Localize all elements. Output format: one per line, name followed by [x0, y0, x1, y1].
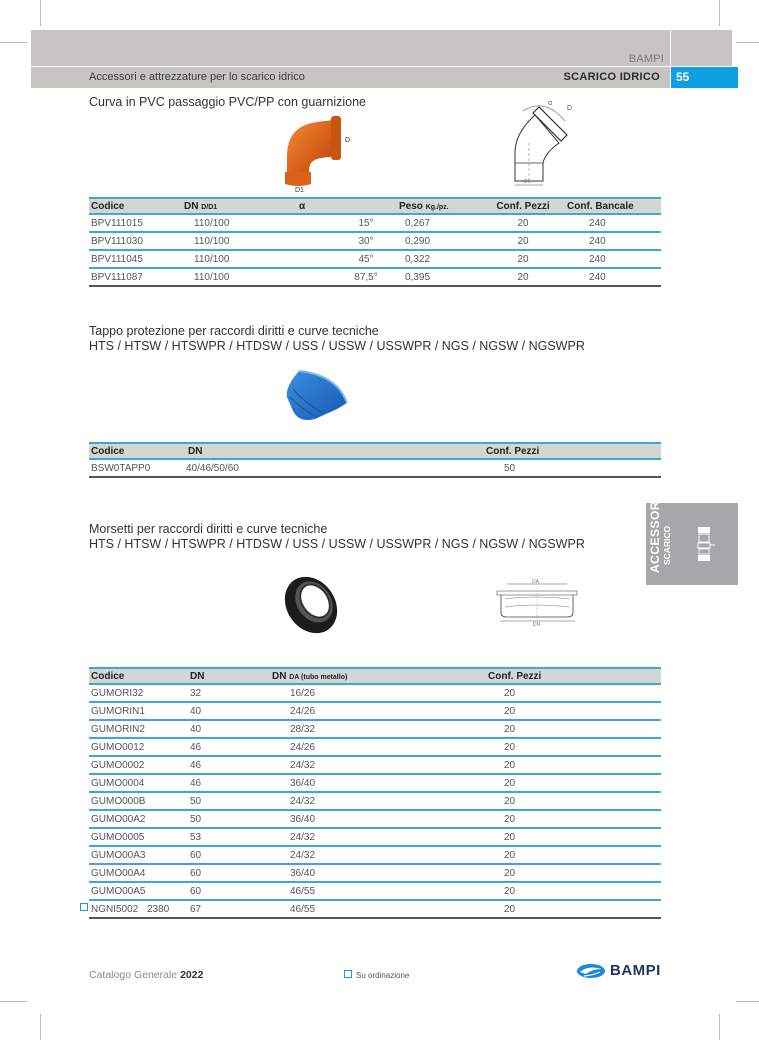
table-row	[89, 828, 661, 846]
crop-mark	[40, 1014, 41, 1040]
col-codice: Codice	[89, 198, 182, 214]
cell-codice: BPV111015	[89, 214, 182, 232]
cell-conf-pezzi: 20	[487, 214, 559, 232]
table-row	[89, 232, 661, 250]
crop-mark	[719, 0, 720, 26]
cell-conf-pezzi: 20	[486, 720, 661, 738]
cell-alpha: 45°	[297, 250, 397, 268]
table-row	[89, 738, 661, 756]
cell-codice: GUMO00A4	[89, 864, 188, 882]
table-row	[89, 684, 661, 702]
cell-codice: GUMO0005	[89, 828, 188, 846]
cell-conf-pezzi: 20	[486, 756, 661, 774]
page-number: 55	[671, 67, 738, 88]
cell-conf-pezzi: 20	[486, 882, 661, 900]
crop-mark	[0, 1001, 27, 1002]
col-peso: Peso Kg./pz.	[397, 198, 487, 214]
table-row	[89, 720, 661, 738]
cell-codice: BPV111087	[89, 268, 182, 286]
section3-title-line: Morsetti per raccordi diritti e curve tecniche	[89, 522, 328, 536]
section2-subtitle: HTS / HTSW / HTSWPR / HTDSW / USS / USSW / USSWPR / NGS / NGSW / NGSWPR	[89, 339, 585, 353]
cell-conf-pezzi: 20	[486, 810, 661, 828]
cell-dn: 50	[188, 810, 270, 828]
elbow-photo-icon	[275, 112, 355, 192]
cell-dn: 67	[188, 900, 270, 918]
cell-conf-pezzi: 20	[486, 738, 661, 756]
cell-conf-bancale: 240	[559, 232, 661, 250]
cell-peso: 0,290	[397, 232, 487, 250]
table-row	[89, 864, 661, 882]
crop-mark	[40, 0, 41, 26]
col-dn: DN	[188, 668, 270, 684]
svg-text:D1: D1	[295, 187, 304, 192]
cell-dn: 46	[188, 774, 270, 792]
cell-conf-pezzi: 20	[487, 232, 559, 250]
table-row	[89, 882, 661, 900]
cell-codice: GUMORIN1	[89, 702, 188, 720]
cell-codice: BPV111030	[89, 232, 182, 250]
svg-text:DA: DA	[532, 579, 539, 585]
header-section: SCARICO IDRICO	[563, 71, 660, 83]
cell-conf-pezzi: 50	[486, 459, 661, 477]
cell-dn-da: 24/26	[270, 702, 486, 720]
table-header-row	[89, 443, 661, 459]
crop-mark	[719, 1014, 720, 1040]
table-row	[89, 846, 661, 864]
header-brand: BAMPI	[628, 53, 664, 65]
cell-dn: 40/46/50/60	[186, 459, 486, 477]
cell-codice: GUMO000B	[89, 792, 188, 810]
table-row	[89, 459, 661, 477]
cell-conf-pezzi: 20	[486, 702, 661, 720]
cell-dn-da: 24/26	[270, 738, 486, 756]
cell-dn: 32	[188, 684, 270, 702]
svg-text:D1: D1	[524, 179, 531, 185]
col-conf-pezzi: Conf. Pezzi	[486, 668, 661, 684]
cell-peso: 0,267	[397, 214, 487, 232]
col-dn: DN D/D1	[182, 198, 297, 214]
cell-alpha: 30°	[297, 232, 397, 250]
cell-peso: 0,395	[397, 268, 487, 286]
section3-subtitle: HTS / HTSW / HTSWPR / HTDSW / USS / USSW / USSWPR / NGS / NGSW / NGSWPR	[89, 537, 585, 551]
cell-conf-pezzi: 20	[486, 864, 661, 882]
crop-mark	[0, 42, 27, 43]
cell-peso: 0,322	[397, 250, 487, 268]
clamp-drawing-icon	[495, 577, 580, 627]
cell-codice: NGNI5002 2380	[89, 900, 188, 918]
table-row	[89, 702, 661, 720]
cell-conf-pezzi: 20	[486, 846, 661, 864]
cell-dn: 110/100	[182, 232, 297, 250]
bampi-logo	[576, 962, 661, 979]
cell-conf-pezzi: 20	[486, 684, 661, 702]
cell-codice: GUMORIN2	[89, 720, 188, 738]
cell-codice: GUMO0012	[89, 738, 188, 756]
footer-catalog: Catalogo Generale 2022	[89, 969, 204, 981]
header-subtitle: Accessori e attrezzature per lo scarico idrico	[89, 71, 305, 83]
cell-codice: GUMORI32	[89, 684, 188, 702]
header-corner	[671, 30, 732, 66]
table-row	[89, 250, 661, 268]
cell-dn-da: 24/32	[270, 756, 486, 774]
col-codice: Codice	[89, 443, 186, 459]
table-header-row	[89, 198, 661, 214]
section2-table	[89, 442, 661, 478]
footer-year: 2022	[180, 969, 204, 981]
side-tab-sublabel: SCARICO	[662, 525, 672, 565]
cell-dn: 110/100	[182, 268, 297, 286]
col-dn-da: DN DA (tubo metallo)	[270, 668, 486, 684]
cap-photo-icon	[285, 367, 355, 427]
cell-conf-bancale: 240	[559, 268, 661, 286]
cell-dn-da: 24/32	[270, 792, 486, 810]
cell-conf-pezzi: 20	[486, 774, 661, 792]
elbow-drawing-icon	[505, 93, 580, 190]
section3-table	[89, 667, 661, 919]
col-conf-pezzi: Conf. Pezzi	[487, 198, 559, 214]
cell-dn: 40	[188, 720, 270, 738]
crop-mark	[736, 1001, 759, 1002]
section2-title	[89, 324, 585, 354]
cell-conf-pezzi: 20	[486, 900, 661, 918]
cell-conf-bancale: 240	[559, 250, 661, 268]
cell-dn-da: 16/26	[270, 684, 486, 702]
col-dn: DN	[186, 443, 486, 459]
cell-dn-da: 24/32	[270, 828, 486, 846]
cell-codice: BSW0TAPP0	[89, 459, 186, 477]
table-row-on-order	[89, 900, 661, 918]
cell-dn-da: 24/32	[270, 846, 486, 864]
bampi-swoosh-icon	[576, 963, 606, 979]
footer-legend-note: Su ordinazione	[356, 971, 410, 980]
header-bar	[31, 67, 670, 88]
crop-mark	[736, 42, 759, 43]
cell-dn: 50	[188, 792, 270, 810]
svg-text:D: D	[345, 137, 351, 144]
table-row	[89, 810, 661, 828]
cell-dn: 60	[188, 864, 270, 882]
table-row	[89, 774, 661, 792]
cell-codice: GUMO0004	[89, 774, 188, 792]
cell-codice: GUMO00A3	[89, 846, 188, 864]
cell-extra: 2380	[147, 903, 170, 915]
cell-dn: 46	[188, 756, 270, 774]
table-row	[89, 792, 661, 810]
svg-text:DN: DN	[533, 622, 541, 627]
cell-conf-pezzi: 20	[486, 828, 661, 846]
cell-codice: GUMO00A2	[89, 810, 188, 828]
section2-title-line: Tappo protezione per raccordi diritti e curve tecniche	[89, 324, 379, 338]
on-order-marker-icon	[80, 903, 88, 911]
cell-dn-da: 36/40	[270, 810, 486, 828]
pipe-fitting-icon	[696, 527, 716, 562]
cell-codice: GUMO00A5	[89, 882, 188, 900]
cell-dn-da: 46/55	[270, 900, 486, 918]
cell-dn: 46	[188, 738, 270, 756]
cell-dn: 60	[188, 882, 270, 900]
cell-dn: 110/100	[182, 250, 297, 268]
col-codice: Codice	[89, 668, 188, 684]
svg-text:D: D	[567, 105, 573, 112]
cell-dn-da: 46/55	[270, 882, 486, 900]
clamp-photo-icon	[278, 572, 344, 638]
cell-conf-bancale: 240	[559, 214, 661, 232]
table-row	[89, 214, 661, 232]
cell-dn: 53	[188, 828, 270, 846]
cell-dn: 60	[188, 846, 270, 864]
cell-dn-da: 28/32	[270, 720, 486, 738]
table-header-row	[89, 668, 661, 684]
legend-marker-icon	[344, 970, 352, 978]
cell-conf-pezzi: 20	[487, 268, 559, 286]
col-alpha: α	[297, 198, 397, 214]
page-header	[31, 30, 670, 66]
cell-alpha: 15°	[297, 214, 397, 232]
section1-title: Curva in PVC passaggio PVC/PP con guarnizione	[89, 95, 367, 109]
cell-dn-da: 36/40	[270, 774, 486, 792]
table-row	[89, 268, 661, 286]
logo-text: BAMPI	[610, 962, 661, 979]
cell-dn: 40	[188, 702, 270, 720]
table-row	[89, 756, 661, 774]
cell-alpha: 87,5°	[297, 268, 397, 286]
section3-title	[89, 522, 585, 552]
side-tab-accessori[interactable]	[646, 497, 738, 585]
cell-dn: 110/100	[182, 214, 297, 232]
cell-codice: BPV111045	[89, 250, 182, 268]
cell-conf-pezzi: 20	[486, 792, 661, 810]
side-tab-label: ACCESSORI	[648, 497, 662, 573]
col-conf-bancale: Conf. Bancale	[559, 198, 661, 214]
col-conf-pezzi: Conf. Pezzi	[486, 443, 661, 459]
cell-conf-pezzi: 20	[487, 250, 559, 268]
section1-table	[89, 197, 661, 287]
cell-codice: GUMO0002	[89, 756, 188, 774]
svg-text:α: α	[548, 100, 553, 107]
cell-dn-da: 36/40	[270, 864, 486, 882]
